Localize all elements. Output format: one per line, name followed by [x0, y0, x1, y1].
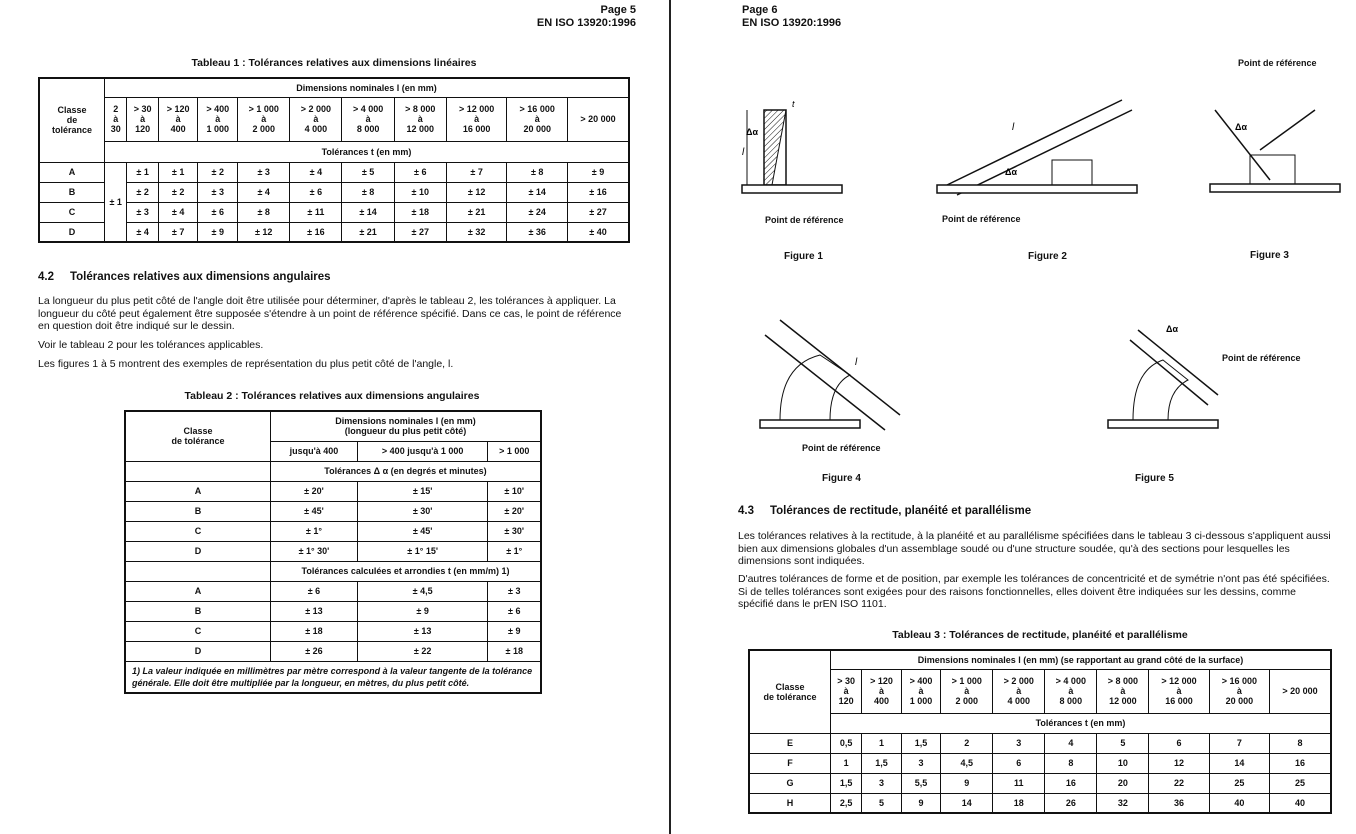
table3-value-cell: 9: [941, 773, 993, 793]
figure-3-label: Figure 3: [1250, 250, 1289, 261]
table1-first-range-cell: ± 1: [105, 162, 127, 242]
table3-value-cell: 20: [1097, 773, 1149, 793]
table1-value-cell: ± 4: [238, 182, 290, 202]
table2-value-cell: ± 26: [271, 641, 358, 661]
table1-value-cell: ± 2: [198, 162, 238, 182]
table2-row: [125, 581, 541, 601]
table3-value-cell: 5: [1097, 733, 1149, 753]
table3-range-header: > 12 000 à 16 000: [1149, 669, 1209, 713]
figure-5-label: Figure 5: [1135, 473, 1174, 484]
table3-range-header: > 4 000 à 8 000: [1045, 669, 1097, 713]
table1-range-header: > 20 000: [567, 97, 629, 141]
table3-class-cell: F: [749, 753, 831, 773]
table2-value-cell: ± 3: [488, 581, 541, 601]
section-4-2-paragraph-1: La longueur du plus petit côté de l'angle doit être utilisée pour déterminer, d'après le tableau 2, les tolérances à appliquer. La longueur du côté peut également être supposée s'étendre à un point de référence spécifié. Dans ce cas, le point de référence en question doit être indiqué sur le dessin.: [38, 295, 622, 332]
table1-value-cell: ± 6: [198, 202, 238, 222]
table3-dims-header: Dimensions nominales l (en mm) (se rapportant au grand côté de la surface): [831, 650, 1332, 669]
table3-value-cell: 16: [1045, 773, 1097, 793]
table1-value-cell: ± 7: [446, 162, 507, 182]
table2-row: [125, 601, 541, 621]
table1-tol-header: Tolérances t (en mm): [105, 141, 630, 162]
fig4-ref-label: Point de référence: [802, 443, 881, 453]
table2-class-cell: A: [125, 581, 271, 601]
table3-value-cell: 5,5: [901, 773, 941, 793]
table1-class-cell: A: [39, 162, 105, 182]
table2-value-cell: ± 1° 15': [357, 541, 488, 561]
table3-range-header: > 20 000: [1270, 669, 1331, 713]
table3-value-cell: 4,5: [941, 753, 993, 773]
table1-value-cell: ± 8: [238, 202, 290, 222]
table2-value-cell: ± 45': [357, 521, 488, 541]
table2-value-cell: ± 22: [357, 641, 488, 661]
table3-value-cell: 7: [1209, 733, 1269, 753]
figure-1-drawing: [742, 95, 852, 195]
fig1-da-label: Δα: [746, 127, 759, 137]
table3-value-cell: 3: [862, 773, 902, 793]
table1-range-header: 2 à 30: [105, 97, 127, 141]
table3-value-cell: 6: [993, 753, 1045, 773]
table3-row: [749, 793, 1331, 813]
table1-row: [39, 202, 629, 222]
fig3-da-label: Δα: [1235, 122, 1248, 132]
table2-class-header: Classe de tolérance: [125, 411, 271, 461]
table3-value-cell: 0,5: [831, 733, 862, 753]
table2-tol-calc-header: Tolérances calculées et arrondies t (en mm/m) 1): [271, 561, 542, 581]
section-4-2-paragraph-2: Voir le tableau 2 pour les tolérances applicables.: [38, 339, 264, 351]
table3-value-cell: 1,5: [901, 733, 941, 753]
table3-value-cell: 2: [941, 733, 993, 753]
table3-value-cell: 2,5: [831, 793, 862, 813]
fig2-l-label: l: [1012, 122, 1015, 133]
table3-value-cell: 32: [1097, 793, 1149, 813]
table2-value-cell: ± 6: [271, 581, 358, 601]
table1-value-cell: ± 12: [238, 222, 290, 242]
fig2-ref-label: Point de référence: [942, 214, 1021, 224]
table3-value-cell: 1: [831, 753, 862, 773]
table3-value-cell: 14: [941, 793, 993, 813]
table2-class-cell: C: [125, 621, 271, 641]
table2-class-cell: B: [125, 501, 271, 521]
table2-value-cell: ± 20': [271, 481, 358, 501]
table1-value-cell: ± 16: [290, 222, 342, 242]
table1-value-cell: ± 1: [158, 162, 198, 182]
table3-value-cell: 4: [1045, 733, 1097, 753]
table1-range-header: > 4 000 à 8 000: [342, 97, 394, 141]
table1-range-header: > 8 000 à 12 000: [394, 97, 446, 141]
table1-class-cell: C: [39, 202, 105, 222]
table3-range-header: > 1 000 à 2 000: [941, 669, 993, 713]
table1-range-header: > 400 à 1 000: [198, 97, 238, 141]
table2-class-cell: C: [125, 521, 271, 541]
table2-row: [125, 521, 541, 541]
table2-value-cell: ± 13: [357, 621, 488, 641]
table3-class-cell: E: [749, 733, 831, 753]
page-header-right: [742, 4, 841, 30]
section-4-2-heading: [38, 271, 331, 283]
table2-range-header: jusqu'à 400: [271, 441, 358, 461]
table1-value-cell: ± 4: [290, 162, 342, 182]
table2-range-header: > 400 jusqu'à 1 000: [357, 441, 488, 461]
table2-class-cell: A: [125, 481, 271, 501]
table3-value-cell: 22: [1149, 773, 1209, 793]
standard-ref: EN ISO 13920:1996: [536, 17, 636, 29]
table3-value-cell: 1,5: [862, 753, 902, 773]
table1-value-cell: ± 10: [394, 182, 446, 202]
table3-value-cell: 26: [1045, 793, 1097, 813]
table3-range-header: > 16 000 à 20 000: [1209, 669, 1269, 713]
table1-value-cell: ± 7: [158, 222, 198, 242]
fig2-da-label: Δα: [1005, 167, 1018, 177]
page-divider: [669, 0, 671, 834]
table3-value-cell: 36: [1149, 793, 1209, 813]
table2-value-cell: ± 45': [271, 501, 358, 521]
table2-value-cell: ± 18: [271, 621, 358, 641]
fig5-ref-label: Point de référence: [1222, 353, 1301, 363]
table1-value-cell: ± 32: [446, 222, 507, 242]
table2-row: [125, 481, 541, 501]
left-page: [0, 0, 668, 834]
table1-value-cell: ± 12: [446, 182, 507, 202]
table1-value-cell: ± 8: [507, 162, 568, 182]
table2-value-cell: ± 9: [488, 621, 541, 641]
table2-value-cell: ± 4,5: [357, 581, 488, 601]
table3-value-cell: 14: [1209, 753, 1269, 773]
fig1-t-label: t: [792, 99, 795, 109]
table3-value-cell: 18: [993, 793, 1045, 813]
table3-value-cell: 5: [862, 793, 902, 813]
table3-value-cell: 1: [862, 733, 902, 753]
page-number: Page 6: [742, 4, 778, 16]
figure-3-drawing: [1210, 80, 1340, 200]
section-4-2-paragraph-3: Les figures 1 à 5 montrent des exemples de représentation du plus petit côté de l'angle, l.: [38, 358, 454, 370]
table3-tol-header: Tolérances t (en mm): [831, 713, 1332, 733]
table2-caption: Tableau 2 : Tolérances relatives aux dimensions angulaires: [184, 390, 480, 402]
table3-class-cell: G: [749, 773, 831, 793]
table1-row: [39, 182, 629, 202]
table2-dims-header: Dimensions nominales l (en mm) (longueur du plus petit côté): [271, 411, 542, 441]
figure-2-label: Figure 2: [1028, 251, 1067, 262]
table3: [748, 649, 1332, 814]
fig1-l-label: l: [742, 147, 745, 158]
table1-class-cell: B: [39, 182, 105, 202]
table1-value-cell: ± 4: [127, 222, 158, 242]
table2-value-cell: ± 18: [488, 641, 541, 661]
table3-range-header: > 8 000 à 12 000: [1097, 669, 1149, 713]
page-number: Page 5: [600, 4, 636, 16]
table3-value-cell: 11: [993, 773, 1045, 793]
table1-value-cell: ± 14: [507, 182, 568, 202]
section-4-3-paragraph-2: D'autres tolérances de forme et de position, par exemple les tolérances de concentricité et de symétrie n'ont pas été spécifiées. Si de telles tolérances sont exigées pour des raisons fonctionnelles, elles doivent être indiquées sur les dessins, comme spécifié dans le prEN ISO 1101.: [738, 573, 1330, 610]
table3-row: [749, 733, 1331, 753]
table1-range-header: > 30 à 120: [127, 97, 158, 141]
table3-value-cell: 9: [901, 793, 941, 813]
table3-value-cell: 3: [901, 753, 941, 773]
section-title: Tolérances relatives aux dimensions angulaires: [69, 271, 331, 283]
table1-value-cell: ± 21: [342, 222, 394, 242]
table2-value-cell: ± 15': [357, 481, 488, 501]
table3-value-cell: 3: [993, 733, 1045, 753]
table1-range-header: > 16 000 à 20 000: [507, 97, 568, 141]
table1-value-cell: ± 3: [198, 182, 238, 202]
table1-range-header: > 12 000 à 16 000: [446, 97, 507, 141]
table1-value-cell: ± 14: [342, 202, 394, 222]
table1-value-cell: ± 9: [198, 222, 238, 242]
table3-value-cell: 40: [1209, 793, 1269, 813]
table1-value-cell: ± 8: [342, 182, 394, 202]
section-4-3-heading: [738, 505, 1031, 517]
table1-caption: Tableau 1 : Tolérances relatives aux dimensions linéaires: [191, 57, 477, 69]
table3-range-header: > 2 000 à 4 000: [993, 669, 1045, 713]
table1-value-cell: ± 40: [567, 222, 629, 242]
table2-value-cell: ± 30': [488, 521, 541, 541]
table3-row: [749, 753, 1331, 773]
section-number: 4.3: [738, 505, 754, 517]
figure-5-drawing: [1108, 300, 1228, 435]
fig1-ref-label: Point de référence: [765, 215, 844, 225]
table3-range-header: > 400 à 1 000: [901, 669, 941, 713]
fig3-ref-label: Point de référence: [1238, 58, 1317, 68]
table1-value-cell: ± 5: [342, 162, 394, 182]
right-page: [672, 0, 1356, 834]
table3-row: [749, 773, 1331, 793]
table1-value-cell: ± 27: [394, 222, 446, 242]
table3-value-cell: 8: [1270, 733, 1331, 753]
section-title: Tolérances de rectitude, planéité et parallélisme: [769, 505, 1032, 517]
table3-value-cell: 16: [1270, 753, 1331, 773]
table1: [38, 77, 630, 243]
figure-4-drawing: [760, 305, 920, 435]
section-number: 4.2: [38, 271, 54, 283]
section-4-3-paragraph-1: Les tolérances relatives à la rectitude, à la planéité et au parallélisme spécifiées dans le tableau 3 ci-dessous s'appliquent aussi bien aux dimensions globales d'un assemblage soudé ou d'une structure soudée, qu'à des sections pour lesquelles les dimensions sont indiquées.: [738, 530, 1331, 567]
table1-value-cell: ± 24: [507, 202, 568, 222]
table3-range-header: > 30 à 120: [831, 669, 862, 713]
table3-value-cell: 10: [1097, 753, 1149, 773]
table3-range-header: > 120 à 400: [862, 669, 902, 713]
table2-value-cell: ± 30': [357, 501, 488, 521]
page-header-left: [522, 4, 636, 30]
table1-value-cell: ± 27: [567, 202, 629, 222]
table2-row: [125, 501, 541, 521]
table3-value-cell: 25: [1209, 773, 1269, 793]
table2-class-cell: D: [125, 541, 271, 561]
table1-class-header: Classe de tolérance: [39, 78, 105, 162]
table3-class-cell: H: [749, 793, 831, 813]
table3-value-cell: 8: [1045, 753, 1097, 773]
table2-row: [125, 621, 541, 641]
table1-value-cell: ± 21: [446, 202, 507, 222]
table3-caption: Tableau 3 : Tolérances de rectitude, planéité et parallélisme: [892, 629, 1188, 641]
fig5-da-label: Δα: [1166, 324, 1179, 334]
standard-ref: EN ISO 13920:1996: [742, 17, 842, 29]
table1-row: [39, 222, 629, 242]
table2-row: [125, 541, 541, 561]
table1-value-cell: ± 2: [127, 182, 158, 202]
table1-value-cell: ± 11: [290, 202, 342, 222]
table3-value-cell: 6: [1149, 733, 1209, 753]
table1-dims-header: Dimensions nominales l (en mm): [105, 78, 630, 97]
table2-value-cell: ± 13: [271, 601, 358, 621]
table1-value-cell: ± 3: [127, 202, 158, 222]
figure-4-label: Figure 4: [822, 473, 861, 484]
table1-value-cell: ± 3: [238, 162, 290, 182]
figure-1-label: Figure 1: [784, 251, 823, 262]
table1-value-cell: ± 2: [158, 182, 198, 202]
table1-value-cell: ± 18: [394, 202, 446, 222]
table1-value-cell: ± 9: [567, 162, 629, 182]
table1-class-cell: D: [39, 222, 105, 242]
table2-row: [125, 641, 541, 661]
fig4-l-label: l: [855, 357, 858, 368]
table3-value-cell: 1,5: [831, 773, 862, 793]
table2-value-cell: ± 1°: [488, 541, 541, 561]
table2-class-cell: B: [125, 601, 271, 621]
table2-value-cell: ± 20': [488, 501, 541, 521]
table2-range-header: > 1 000: [488, 441, 541, 461]
table2-value-cell: ± 1°: [271, 521, 358, 541]
figure-2-drawing: [937, 85, 1137, 215]
table2-class-cell: D: [125, 641, 271, 661]
table1-range-header: > 120 à 400: [158, 97, 198, 141]
table1-value-cell: ± 6: [290, 182, 342, 202]
table2-footnote: 1) La valeur indiquée en millimètres par mètre correspond à la valeur tangente de la tolérance générale. Elle doit être multipliée par la longueur, en mètres, du plus petit côté.: [125, 661, 541, 693]
table2-value-cell: ± 6: [488, 601, 541, 621]
table1-range-header: > 2 000 à 4 000: [290, 97, 342, 141]
table1-value-cell: ± 1: [127, 162, 158, 182]
table3-value-cell: 12: [1149, 753, 1209, 773]
table3-class-header: Classe de tolérance: [749, 650, 831, 733]
table1-value-cell: ± 36: [507, 222, 568, 242]
table2: [124, 410, 542, 694]
table1-range-header: > 1 000 à 2 000: [238, 97, 290, 141]
table1-value-cell: ± 4: [158, 202, 198, 222]
table2-value-cell: ± 10': [488, 481, 541, 501]
table2-tol-deg-header: Tolérances Δ α (en degrés et minutes): [271, 461, 542, 481]
table3-value-cell: 25: [1270, 773, 1331, 793]
table1-row: [39, 162, 629, 182]
table1-value-cell: ± 16: [567, 182, 629, 202]
table2-value-cell: ± 9: [357, 601, 488, 621]
table1-value-cell: ± 6: [394, 162, 446, 182]
table2-value-cell: ± 1° 30': [271, 541, 358, 561]
table3-value-cell: 40: [1270, 793, 1331, 813]
